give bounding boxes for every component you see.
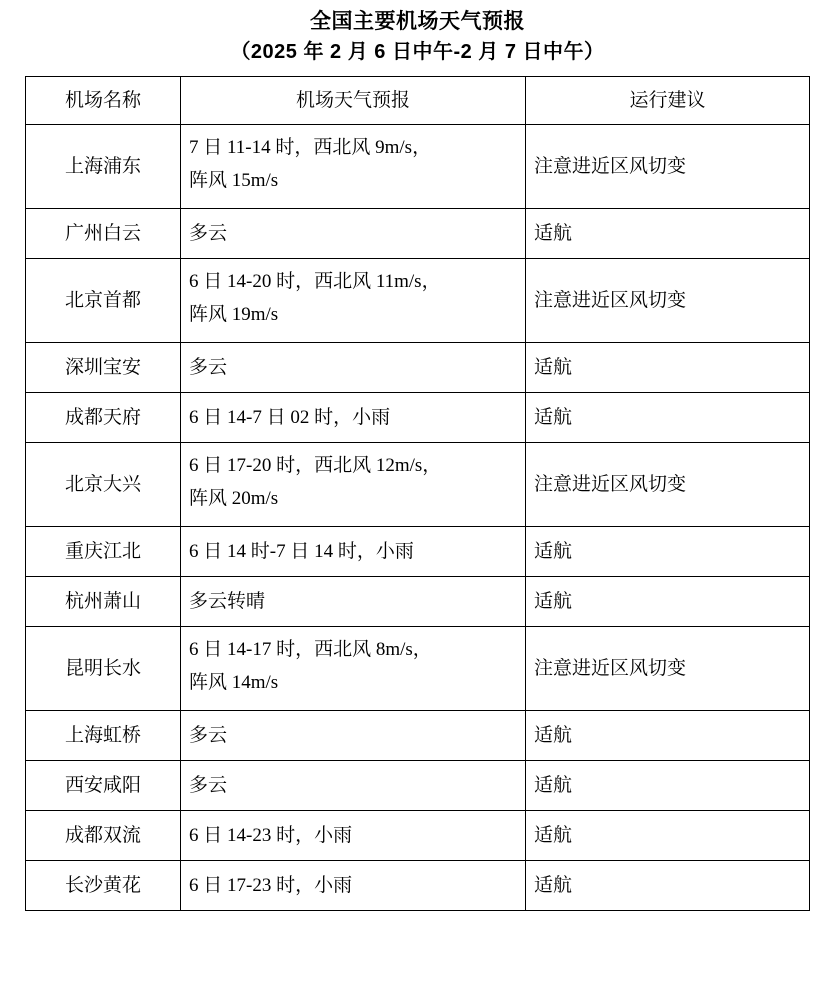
airport-name-cell: 北京大兴 bbox=[26, 443, 181, 527]
airport-name-cell: 上海虹桥 bbox=[26, 711, 181, 761]
column-header-airport: 机场名称 bbox=[26, 77, 181, 125]
column-header-forecast: 机场天气预报 bbox=[181, 77, 526, 125]
advice-cell: 注意进近区风切变 bbox=[526, 125, 810, 209]
airport-name-cell: 长沙黄花 bbox=[26, 861, 181, 911]
forecast-cell bbox=[181, 711, 526, 761]
forecast-line: 阵风 14m/s bbox=[189, 672, 279, 693]
table-row bbox=[26, 761, 810, 811]
airport-name-cell: 重庆江北 bbox=[26, 527, 181, 577]
table-row bbox=[26, 811, 810, 861]
table-row bbox=[26, 259, 810, 343]
advice-cell: 适航 bbox=[526, 861, 810, 911]
forecast-line: 6 日 14-23 时，小雨 bbox=[189, 825, 353, 846]
forecast-cell bbox=[181, 861, 526, 911]
page-subtitle: （2025 年 2 月 6 日中午-2 月 7 日中午） bbox=[230, 41, 605, 63]
airport-name-cell: 西安咸阳 bbox=[26, 761, 181, 811]
forecast-cell bbox=[181, 209, 526, 259]
forecast-cell bbox=[181, 259, 526, 343]
forecast-cell bbox=[181, 811, 526, 861]
forecast-line: 多云 bbox=[189, 223, 228, 244]
forecast-line: 多云 bbox=[189, 357, 228, 378]
table-header-row bbox=[26, 77, 810, 125]
forecast-line: 阵风 19m/s bbox=[189, 304, 279, 325]
advice-cell: 注意进近区风切变 bbox=[526, 259, 810, 343]
advice-cell: 适航 bbox=[526, 761, 810, 811]
forecast-cell bbox=[181, 443, 526, 527]
table-row bbox=[26, 443, 810, 527]
table-body bbox=[26, 125, 810, 911]
table-header bbox=[26, 77, 810, 125]
forecast-cell bbox=[181, 393, 526, 443]
airport-name-cell: 北京首都 bbox=[26, 259, 181, 343]
table-row bbox=[26, 577, 810, 627]
forecast-cell bbox=[181, 527, 526, 577]
forecast-line: 6 日 17-23 时，小雨 bbox=[189, 875, 353, 896]
forecast-line: 多云 bbox=[189, 775, 228, 796]
advice-cell: 适航 bbox=[526, 577, 810, 627]
table-row bbox=[26, 711, 810, 761]
airport-name-cell: 深圳宝安 bbox=[26, 343, 181, 393]
forecast-line: 多云转晴 bbox=[189, 591, 266, 612]
airport-name-cell: 成都双流 bbox=[26, 811, 181, 861]
table-row bbox=[26, 393, 810, 443]
forecast-line: 6 日 14-7 日 02 时，小雨 bbox=[189, 407, 391, 428]
table-row bbox=[26, 861, 810, 911]
document-title-block bbox=[0, 0, 835, 68]
airport-weather-table bbox=[25, 76, 810, 911]
advice-cell: 适航 bbox=[526, 711, 810, 761]
advice-cell: 适航 bbox=[526, 393, 810, 443]
table-row bbox=[26, 343, 810, 393]
airport-name-cell: 成都天府 bbox=[26, 393, 181, 443]
forecast-cell bbox=[181, 577, 526, 627]
forecast-line: 6 日 14-20 时，西北风 11m/s， bbox=[189, 271, 441, 292]
advice-cell: 注意进近区风切变 bbox=[526, 443, 810, 527]
table-row bbox=[26, 627, 810, 711]
advice-cell: 适航 bbox=[526, 209, 810, 259]
forecast-cell bbox=[181, 627, 526, 711]
page-title: 全国主要机场天气预报 bbox=[310, 10, 525, 33]
forecast-line: 7 日 11-14 时，西北风 9m/s， bbox=[189, 137, 432, 158]
forecast-line: 6 日 17-20 时，西北风 12m/s， bbox=[189, 455, 442, 476]
airport-name-cell: 广州白云 bbox=[26, 209, 181, 259]
forecast-line: 阵风 20m/s bbox=[189, 488, 279, 509]
advice-cell: 适航 bbox=[526, 343, 810, 393]
table-row bbox=[26, 527, 810, 577]
advice-cell: 注意进近区风切变 bbox=[526, 627, 810, 711]
airport-name-cell: 杭州萧山 bbox=[26, 577, 181, 627]
airport-name-cell: 昆明长水 bbox=[26, 627, 181, 711]
airport-name-cell: 上海浦东 bbox=[26, 125, 181, 209]
forecast-line: 多云 bbox=[189, 725, 228, 746]
table-row bbox=[26, 209, 810, 259]
column-header-advice: 运行建议 bbox=[526, 77, 810, 125]
forecast-cell bbox=[181, 125, 526, 209]
forecast-line: 6 日 14 时-7 日 14 时，小雨 bbox=[189, 541, 414, 562]
advice-cell: 适航 bbox=[526, 811, 810, 861]
forecast-line: 阵风 15m/s bbox=[189, 170, 279, 191]
advice-cell: 适航 bbox=[526, 527, 810, 577]
forecast-line: 6 日 14-17 时，西北风 8m/s， bbox=[189, 639, 432, 660]
forecast-cell bbox=[181, 343, 526, 393]
forecast-cell bbox=[181, 761, 526, 811]
table-row bbox=[26, 125, 810, 209]
